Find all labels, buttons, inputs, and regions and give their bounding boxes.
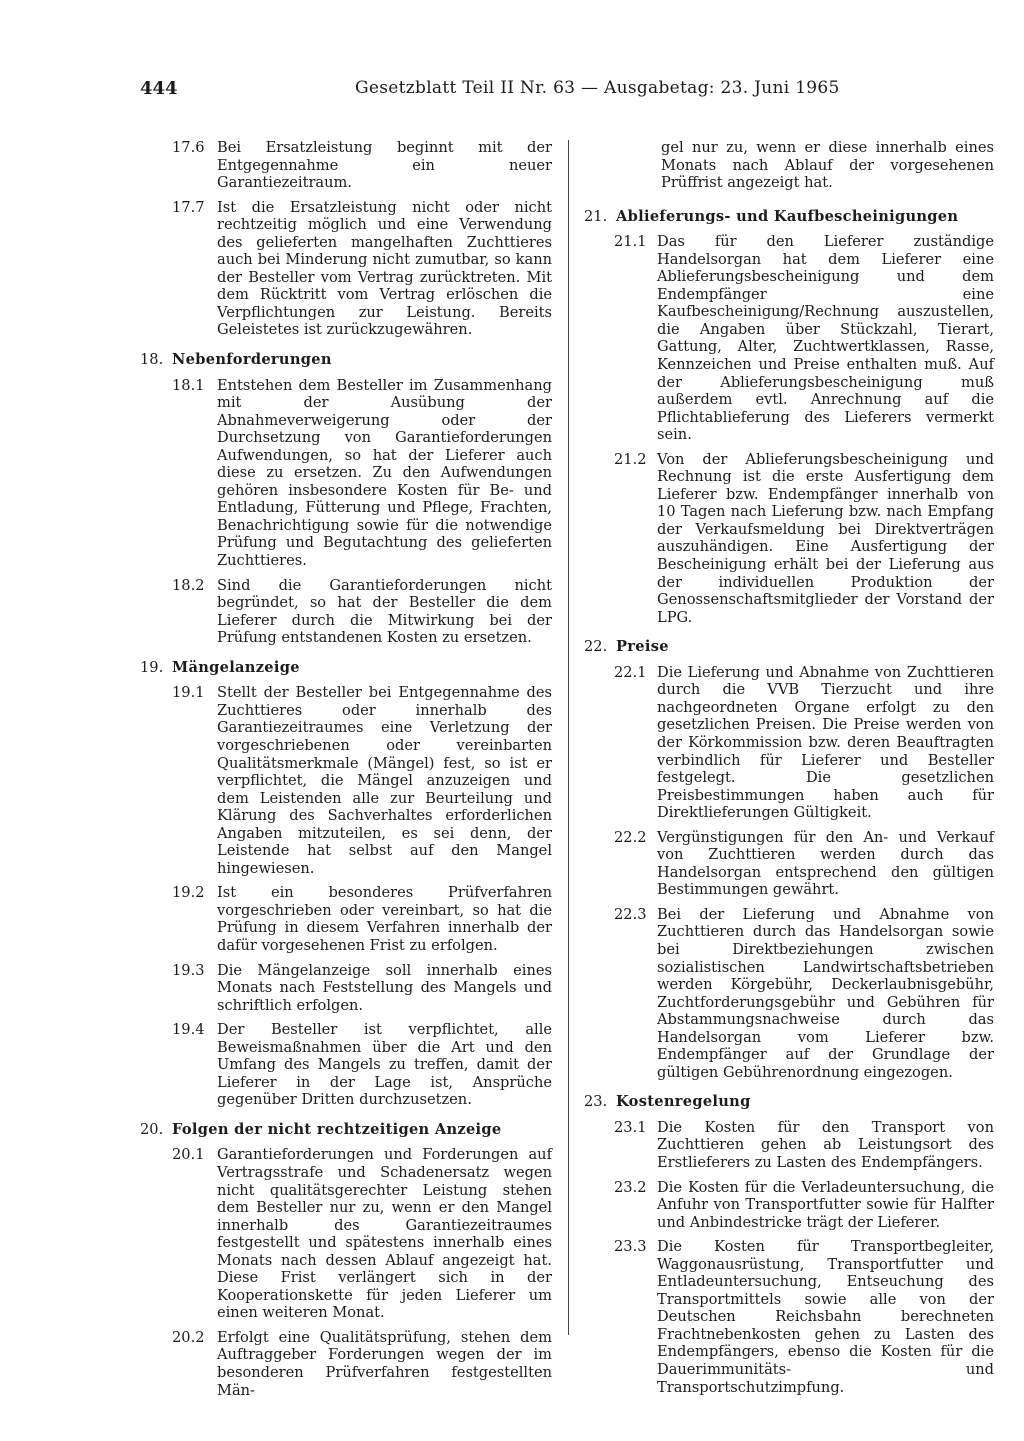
paragraph-number: 23.3 — [614, 1238, 647, 1256]
section-number: 19. — [140, 658, 164, 676]
paragraph-text: Sind die Garantieforderungen nicht begründet, so hat der Besteller die dem Lieferer durch die Mitwirkung bei der Prüfung entstandenen Kosten zu ersetzen. — [217, 576, 552, 647]
paragraph-number: 19.3 — [172, 961, 205, 979]
paragraph-number: 17.7 — [172, 198, 205, 216]
paragraph-text: Garantieforderungen und Forderungen auf Vertragsstrafe und Schadenersatz wegen nicht qualitätsgerechter Leistung stehen dem Besteller nur zu, wenn er den Mangel innerhalb des Garantiezeitraumes festgestellt und spätestens innerhalb eines Monats nach dessen Ablauf angezeigt hat. Diese Frist verlängert sich in der Kooperationskette für jeden Lieferer um einen weiteren Monat. — [217, 1146, 552, 1322]
paragraph-text: Bei Ersatzleistung beginnt mit der Entgegennahme ein neuer Garantiezeitraum. — [217, 139, 552, 192]
paragraph-number: 20.1 — [172, 1146, 205, 1164]
paragraph-number: 23.1 — [614, 1118, 647, 1136]
paragraph-22-2 — [584, 829, 994, 899]
paragraph-number: 21.1 — [614, 233, 647, 251]
section-number: 23. — [584, 1093, 608, 1111]
paragraph-text: Die Mängelanzeige soll innerhalb eines Monats nach Feststellung des Mangels und schriftlich erfolgen. — [217, 961, 552, 1014]
paragraph-number: 22.2 — [614, 828, 647, 846]
section-title: Ablieferungs- und Kaufbescheinigungen — [616, 207, 959, 225]
paragraph-number: 20.2 — [172, 1328, 205, 1346]
section-18-heading — [140, 351, 552, 369]
page-number: 444 — [140, 78, 178, 99]
section-number: 22. — [584, 638, 608, 656]
paragraph-23-3 — [584, 1238, 994, 1396]
paragraph-number: 19.2 — [172, 884, 205, 902]
section-19-heading — [140, 659, 552, 677]
paragraph-17-6 — [140, 139, 552, 192]
paragraph-20-1 — [140, 1146, 552, 1321]
paragraph-18-1 — [140, 377, 552, 570]
section-title: Kostenregelung — [616, 1093, 751, 1111]
paragraph-text: Ist die Ersatzleistung nicht oder nicht rechtzeitig möglich und eine Verwendung des gelieferten mangelhaften Zuchttieres auch bei Minderung nicht zumutbar, so kann der Besteller vom Vertrag zurücktreten. Mit dem Rücktritt vom Vertrag erlöschen die Verpflichtungen zur Leistung. Bereits Geleistetes ist zurückzugewähren. — [217, 198, 552, 339]
paragraph-number: 17.6 — [172, 139, 205, 156]
paragraph-21-2 — [584, 451, 994, 626]
paragraph-number: 19.1 — [172, 684, 205, 702]
paragraph-text: Die Kosten für den Transport von Zuchttieren gehen ab Leistungsort des Erstlieferers zu Lasten des Endempfängers. — [657, 1118, 994, 1171]
column-divider — [568, 140, 569, 1335]
section-title: Nebenforderungen — [172, 351, 332, 369]
paragraph-number: 18.1 — [172, 376, 205, 394]
section-20-heading — [140, 1121, 552, 1139]
paragraph-text: Vergünstigungen für den An- und Verkauf von Zuchttieren werden durch das Handelsorgan entsprechend den gültigen Bestimmungen gewährt. — [657, 828, 994, 899]
paragraph-number: 19.4 — [172, 1021, 205, 1039]
paragraph-19-4 — [140, 1021, 552, 1109]
gazette-title: Gesetzblatt Teil II Nr. 63 — Ausgabetag: 23. Juni 1965 — [355, 78, 840, 98]
paragraph-23-1 — [584, 1119, 994, 1172]
section-number: 20. — [140, 1120, 164, 1138]
paragraph-17-7 — [140, 199, 552, 339]
paragraph-22-3 — [584, 906, 994, 1081]
paragraph-number: 21.2 — [614, 450, 647, 468]
right-column — [584, 139, 994, 1403]
paragraph-19-3 — [140, 962, 552, 1015]
section-title: Preise — [616, 638, 669, 656]
paragraph-23-2 — [584, 1179, 994, 1232]
paragraph-number: 22.1 — [614, 663, 647, 681]
section-22-heading — [584, 638, 994, 656]
paragraph-number: 22.3 — [614, 905, 647, 923]
section-number: 21. — [584, 207, 608, 225]
paragraph-text: Stellt der Besteller bei Entgegennahme des Zuchttieres oder innerhalb des Garantiezeitraumes eine Verletzung der vorgeschriebenen oder vereinbarten Qualitätsmerkmale (Mängel) fest, so ist er verpflichtet, die Mängel anzuzeigen und dem Leistenden alle zur Beurteilung und Klärung des Sachverhaltes erforderlichen Angaben mitzuteilen, es sei denn, der Leistende hat selbst auf den Mangel hingewiesen. — [217, 684, 552, 877]
paragraph-number: 18.2 — [172, 576, 205, 594]
paragraph-text: Das für den Lieferer zuständige Handelsorgan hat dem Lieferer eine Ablieferungsbescheinigung und dem Endempfänger eine Kaufbescheinigung/Rechnung auszustellen, die Angaben über Stückzahl, Tierart, Gattung, Alter, Zuchtwertklassen, Rasse, Kennzeichen und Preise enthalten muß. Auf der Ablieferungsbescheinigung muß außerdem evtl. Anrechnung auf die Pflichtablieferung des Lieferers vermerkt sein. — [657, 233, 994, 444]
left-column — [140, 139, 552, 1406]
paragraph-19-2 — [140, 884, 552, 954]
paragraph-text: Die Lieferung und Abnahme von Zuchttieren durch die VVB Tierzucht und ihre nachgeordneten Organe erfolgt zu den gesetzlichen Preisen. Die Preise werden von der Körkommission bzw. deren Beauftragten verbindlich für Lieferer und Besteller festgelegt. Die gesetzlichen Preisbestimmungen haben auch für Direktlieferungen Gültigkeit. — [657, 663, 994, 822]
paragraph-text: Bei der Lieferung und Abnahme von Zuchttieren durch das Handelsorgan sowie bei Direktbeziehungen zwischen sozialistischen Landwirtschaftsbetrieben werden Körgebühr, Deckerlaubnisgebühr, Zuchtforderungsgebühr und Gebühren für Abstammungsnachweise durch das Handelsorgan vom Lieferer bzw. Endempfänger auf der Grundlage der gültigen Gebührenordnung eingezogen. — [657, 905, 994, 1081]
paragraph-text: Entstehen dem Besteller im Zusammenhang mit der Ausübung der Abnahmeverweigerung oder der Durchsetzung von Garantieforderungen Aufwendungen, so hat der Lieferer auch diese zu ersetzen. Zu den Aufwendungen gehören insbesondere Kosten für Be- und Entladung, Fütterung und Pflege, Frachten, Benachrichtigung sowie für die notwendige Prüfung und Begutachtung des gelieferten Zuchttieres. — [217, 376, 552, 570]
paragraph-number: 23.2 — [614, 1178, 647, 1196]
paragraph-19-1 — [140, 684, 552, 877]
section-number: 18. — [140, 351, 164, 369]
paragraph-22-1 — [584, 664, 994, 822]
paragraph-text: Die Kosten für Transportbegleiter, Waggonausrüstung, Transportfutter und Entladeuntersuchung, Entseuchung des Transportmittels sowie alle von der Deutschen Reichsbahn berechneten Frachtnebenkosten gehen zu Lasten des Endempfängers, ebenso die Kosten für die Dauerimmunitäts- und Transportschutzimpfung. — [657, 1238, 994, 1396]
paragraph-20-2 — [140, 1329, 552, 1399]
paragraph-text: Erfolgt eine Qualitätsprüfung, stehen dem Auftraggeber Forderungen wegen der im besonderen Prüfverfahren festgestellten Män- — [217, 1328, 552, 1399]
paragraph-text: Die Kosten für die Verladeuntersuchung, die Anfuhr von Transportfutter sowie für Halfter und Anbindestricke trägt der Lieferer. — [657, 1178, 994, 1231]
section-title: Folgen der nicht rechtzeitigen Anzeige — [172, 1120, 502, 1138]
paragraph-21-1 — [584, 233, 994, 444]
paragraph-text: Ist ein besonderes Prüfverfahren vorgeschrieben oder vereinbart, so hat die Prüfung in diesem Verfahren innerhalb der dafür vorgesehenen Frist zu erfolgen. — [217, 884, 552, 954]
section-title: Mängelanzeige — [172, 658, 300, 676]
paragraph-20-2-continuation: gel nur zu, wenn er diese innerhalb eines Monats nach Ablauf der vorgesehenen Prüffrist angezeigt hat. — [661, 139, 994, 192]
paragraph-text: Von der Ablieferungsbescheinigung und Rechnung ist die erste Ausfertigung dem Lieferer bzw. Endempfänger innerhalb von 10 Tagen nach Lieferung bzw. nach Empfang der Verkaufsmeldung bei Direktverträgen auszuhändigen. Eine Ausfertigung der Bescheinigung erhält bei der Lieferung aus der individuellen Produktion der Genossenschaftsmitglieder der Vorstand der LPG. — [657, 450, 994, 626]
page-header — [140, 78, 990, 108]
section-23-heading — [584, 1093, 994, 1111]
section-21-heading — [584, 208, 994, 226]
paragraph-18-2 — [140, 577, 552, 647]
paragraph-text: Der Besteller ist verpflichtet, alle Beweismaßnahmen über die Art und den Umfang des Mangels zu treffen, damit der Lieferer in der Lage ist, Ansprüche gegenüber Dritten durchzusetzen. — [217, 1021, 552, 1109]
